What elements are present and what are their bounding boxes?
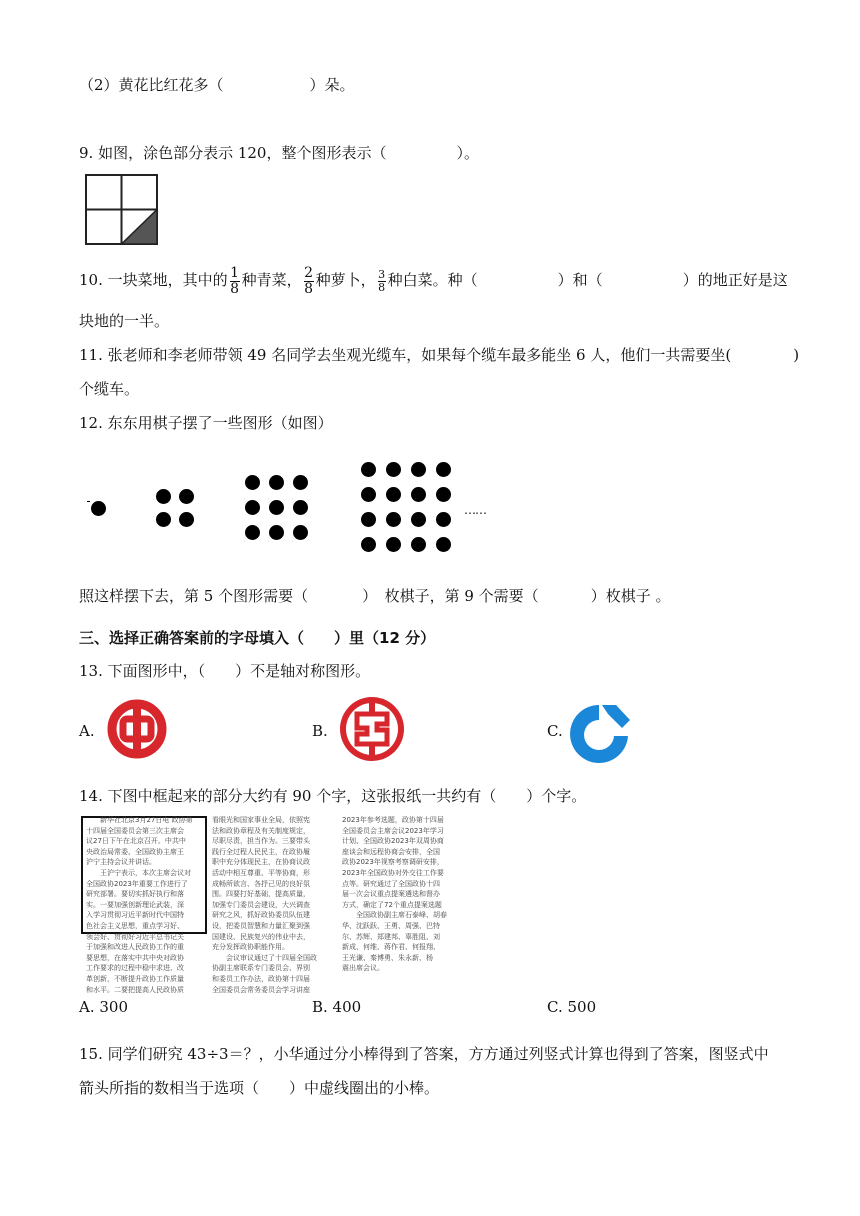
question-10-line-2: 块地的一半。 (79, 312, 170, 330)
question-10: 10. 一块菜地，其中的 $\frac{1}{8}$ 种青菜， $\frac{2}{8}$ 种萝卜， $\frac{3}{8}$ 种白菜。种（ ）和（ ）的地正好是这 (79, 264, 788, 297)
question-13: 13. 下面图形中，（ ）不是轴对称图形。 (79, 662, 371, 680)
option-b[interactable]: B. 400 (312, 998, 362, 1016)
question-15: 15. 同学们研究 43÷3＝？，小华通过分小棒得到了答案，方方通过列竖式计算也得到了答案，图竖式中 (79, 1045, 769, 1063)
shaded-square-figure (85, 174, 159, 246)
question-11-line-2: 个缆车。 (79, 380, 140, 398)
icbc-logo-icon (337, 694, 407, 764)
section-3-heading: 三、选择正确答案前的字母填入（ ）里（12 分） (79, 629, 436, 647)
fraction-one-eighth: $\frac{1}{8}$ (230, 264, 240, 297)
question-9: 9. 如图，涂色部分表示 120，整个图形表示（ ）。 (79, 144, 479, 162)
question-15-line-2: 箭头所指的数相当于选项（ ）中虚线圈出的小棒。 (79, 1079, 440, 1097)
newspaper-column-1: 新华社北京3月27日电 政协第 十四届全国委员会第三次主席会 议27日下午在北京召开。中共中 央政治局常委、全国政协主席王 沪宁主持会议并讲话。 王沪宁表示，本次主席会议对 全国政协2023年重要工作进行了 研究部署。要切实抓好执行和落 实。一要加强创新理论武装，深 入学习贯彻习近平新时代中国特 色社会主义思想，重点学习好、 领会好、贯彻好习近平总书记关 于加强和改进人民政协工作的重 要思想，在落实中共中央对政协 工作要求的过程中稳中求进、改 革创新，不断提升政协工作质量 和水平。二要把提高人民政协质 (86, 816, 193, 994)
question-8-part-2: （2）黄花比红花多（ ）朵。 (79, 76, 355, 94)
chess-piece-pattern (80, 455, 520, 565)
option-c-label[interactable]: C. (547, 722, 563, 740)
option-c[interactable]: C. 500 (547, 998, 597, 1016)
newspaper-column-3: 2023年参考选题，政协第十四届 全国委员会主席会议2023年学习 计划、全国政协2023年双周协商 座谈会和远程协商会安排，全国 政协2023年视察考察调研安排， 2023年全国政协对外交往工作要 点等。研究通过了全国政协十四 届一次会议重点提案遴选和督办 方式，确定了72个重点提案选题 全国政协副主席石泰峰、胡春 华、沈跃跃、王勇、周强、巴特 尔、苏辉、郑建邦、辜胜阻、刘 新成、何维、蒋作君、何报翔、 王光谦、秦博勇、朱永新、杨 震出席会议。 (342, 816, 447, 973)
fraction-three-eighths: $\frac{3}{8}$ (378, 267, 386, 294)
option-b-label[interactable]: B. (312, 722, 328, 740)
option-a[interactable]: A. 300 (79, 998, 128, 1016)
bank-of-china-logo-icon (105, 697, 169, 761)
question-14: 14. 下图中框起来的部分大约有 90 个字，这张报纸一共约有（ ）个字。 (79, 787, 587, 805)
question-11: 11. 张老师和李老师带领 49 名同学去坐观光缆车，如果每个缆车最多能坐 6 人，他们一共需要坐( ) (79, 346, 800, 364)
ellipsis: …… (464, 503, 486, 517)
question-12-title: 12. 东东用棋子摆了一些图形（如图） (79, 414, 333, 432)
fraction-two-eighths: $\frac{2}{8}$ (304, 264, 314, 297)
newspaper-column-2: 看眼光和国家事业全局，依照宪 法和政协章程及有关制度规定， 尽职尽责，担当作为。三要带头 践行全过程人民民主，在政协履 职中充分体现民主，在协商议政 活动中相互尊重、平等协商，形 成畅所欲言、各抒己见的良好氛 围。四要打好基础，提高质量， 加强专门委员会建设，大兴调查 研究之风，抓好政协委员队伍建 设，把委员智慧和力量汇聚到强 国建设、民族复兴的伟业中去， 充分发挥政协职能作用。 会议审议通过了十四届全国政 协副主席联系专门委员会、界别 和委员工作办法，政协第十四届 全国委员会常务委员会学习讲座 (212, 816, 317, 994)
ccb-logo-icon (566, 702, 632, 764)
question-12-answer: 照这样摆下去，第 5 个图形需要（ ） 枚棋子，第 9 个需要（ ）枚棋子 。 (79, 587, 671, 605)
option-a-label[interactable]: A. (79, 722, 95, 740)
